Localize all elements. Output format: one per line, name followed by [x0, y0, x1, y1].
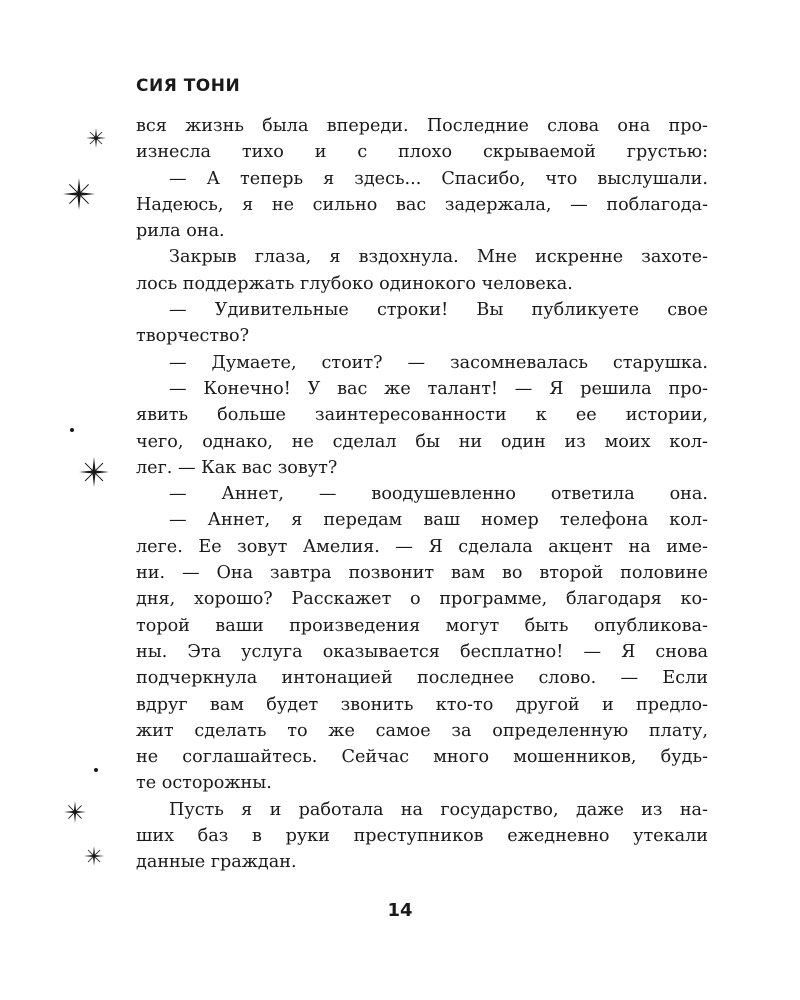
text-line: вся жизнь была впереди. Последние слова она про- [136, 116, 708, 136]
text-line: — Аннет, я передам ваш номер телефона кол- [169, 510, 708, 531]
sparkle-star-icon [86, 128, 106, 148]
text-line: леге. Ее зовут Амелия. — Я сделала акцент на име- [136, 536, 708, 557]
decor-dot [94, 768, 98, 772]
decor-dot [70, 428, 74, 432]
text-line: — Конечно! У вас же талант! — Я решила про- [169, 378, 708, 399]
sparkle-star-icon [64, 801, 86, 823]
text-line: изнесла тихо и с плохо скрываемой грустью: [136, 142, 708, 163]
text-line: торой ваши произведения могут быть опубликова- [136, 615, 708, 636]
text-line: чего, однако, не сделал бы ни один из моих кол- [136, 431, 708, 452]
text-line: жит сделать то же самое за определенную плату, [136, 720, 708, 741]
text-line: те осторожны. [136, 773, 272, 794]
text-line: вдруг вам будет звонить кто-то другой и предло- [136, 694, 708, 715]
text-line: лег. — Как вас зовут? [136, 457, 338, 478]
sparkle-star-icon [84, 846, 104, 866]
text-line: — А теперь я здесь... Спасибо, что выслушали. [169, 168, 708, 189]
text-line: — Удивительные строки! Вы публикуете свое [169, 300, 708, 321]
text-line: Надеюсь, я не сильно вас задержала, — поблагода- [136, 194, 708, 215]
text-line: Закрыв глаза, я вздохнула. Мне искренне захоте- [169, 247, 708, 268]
text-line: ших баз в руки преступников ежедневно утекали [136, 826, 708, 847]
text-line: ни. — Она завтра позвонит вам во второй половине [136, 563, 708, 584]
text-line: дня, хорошо? Расскажет о программе, благодаря ко- [136, 589, 708, 610]
text-line: лось поддержать глубоко одинокого человека. [136, 273, 573, 294]
body-text [136, 113, 708, 876]
sparkle-star-icon [79, 457, 109, 487]
text-line: данные граждан. [136, 852, 297, 873]
text-line: — Думаете, стоит? — засомневалась старушка. [169, 352, 708, 373]
text-line: ны. Эта услуга оказывается бесплатно! — Я снова [136, 641, 708, 662]
text-line: — Аннет, — воодушевленно ответила она. [169, 484, 708, 505]
text-line: творчество? [136, 326, 250, 347]
page-number: 14 [387, 900, 413, 921]
running-header-author: СИЯ ТОНИ [136, 76, 241, 96]
sparkle-star-icon [63, 178, 95, 210]
text-line: явить больше заинтересованности к ее истории, [136, 405, 708, 426]
text-line: подчеркнула интонацией последнее слово. — Если [136, 668, 708, 689]
text-line: не соглашайтесь. Сейчас много мошенников, будь- [136, 747, 708, 768]
text-line: рила она. [136, 221, 225, 242]
text-line: Пусть я и работала на государство, даже из на- [169, 799, 708, 820]
